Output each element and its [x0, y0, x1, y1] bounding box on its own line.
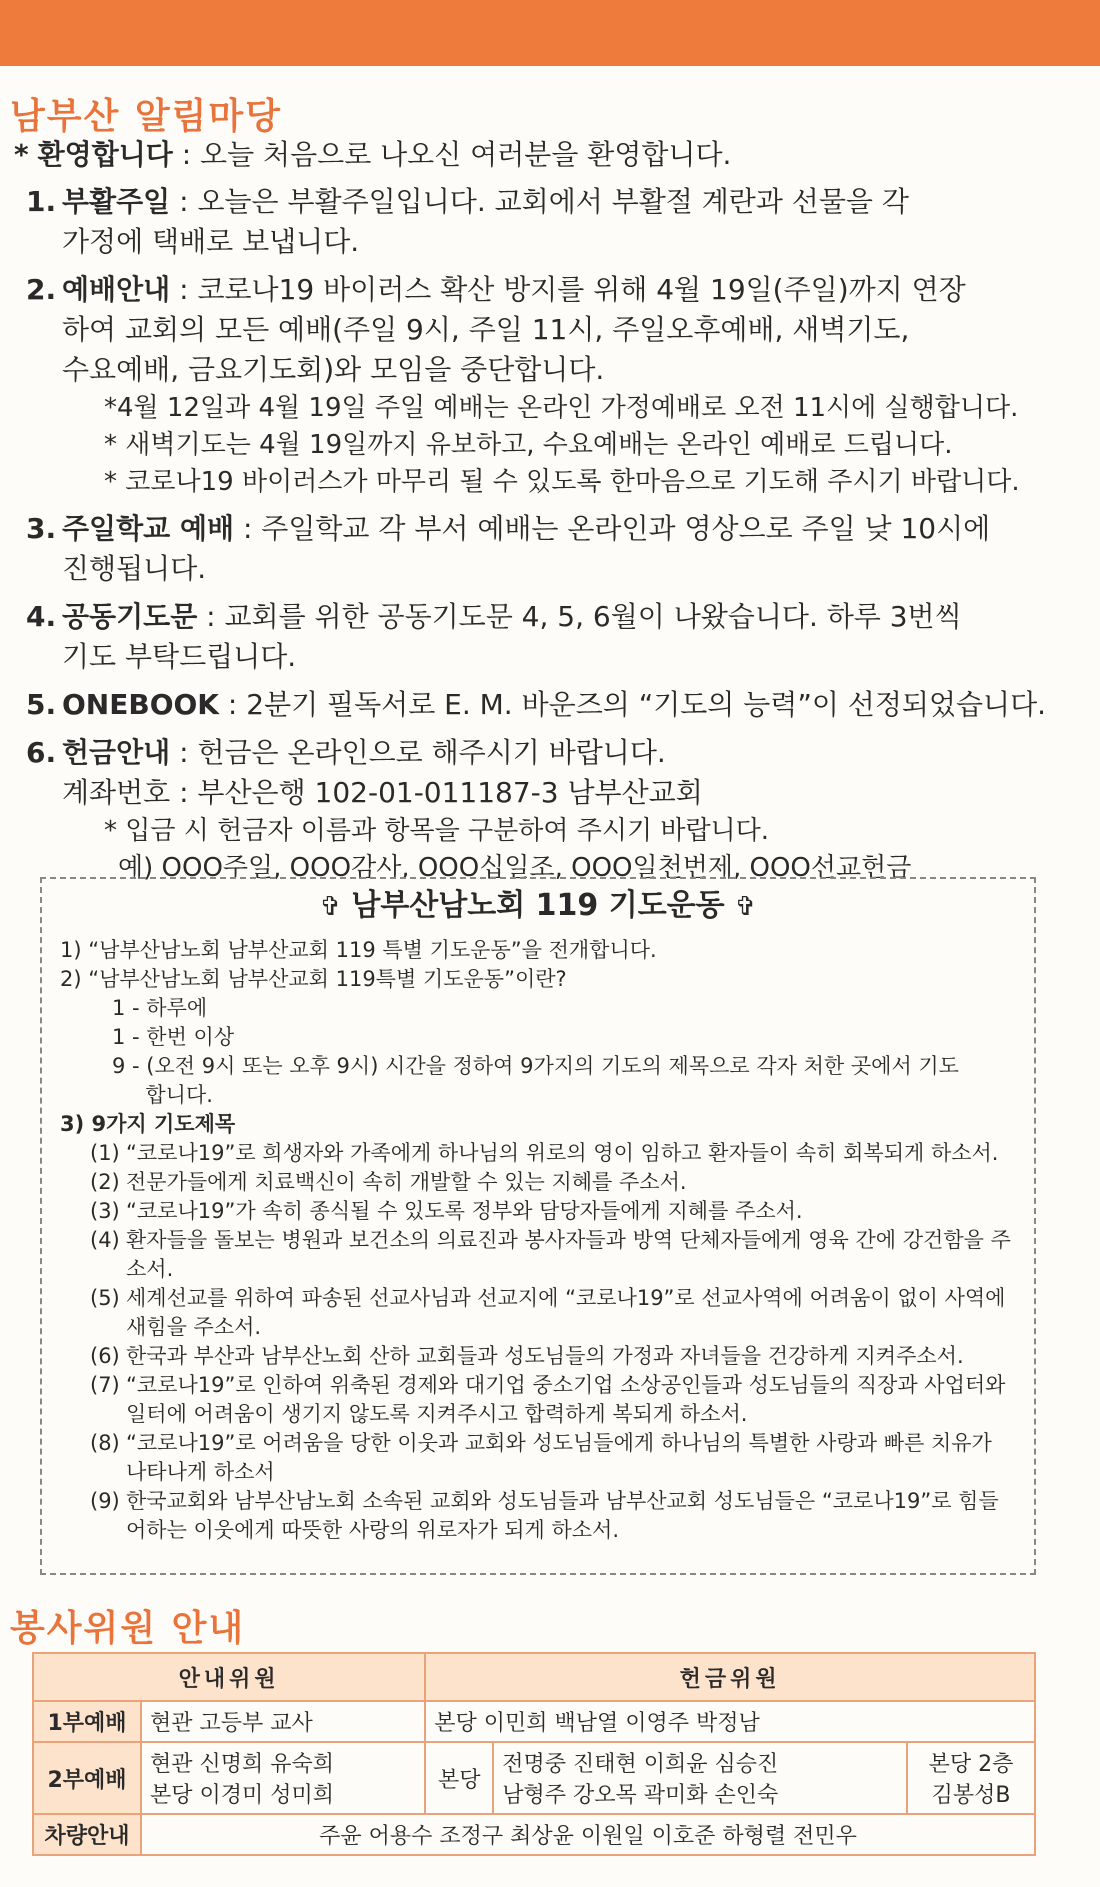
prayer-sub: 합니다.: [112, 1083, 213, 1107]
notice-line: : 교회를 위한 공동기도문 4, 5, 6월이 나왔습니다. 하루 3번씩: [197, 600, 962, 633]
cross-icon: ✞: [734, 892, 757, 922]
notice-number: 1.: [26, 185, 57, 218]
header-offering: 헌금위원: [425, 1653, 1035, 1701]
notice-line: 수요예배, 금요기도회)와 모임을 중단합니다.: [62, 353, 605, 386]
welcome-star: *: [14, 138, 29, 171]
usher-cell: [141, 1742, 425, 1814]
table-header-row: [33, 1653, 1035, 1701]
notice-line: 기도 부탁드립니다.: [62, 640, 297, 673]
prayer-topic: [90, 1487, 1014, 1545]
extra-line: 본당 2층: [928, 1752, 1014, 1777]
usher-line: 본당 이경미 성미희: [150, 1783, 335, 1808]
topic-text: 전문가들에게 치료백신이 속히 개발할 수 있는 지혜를 주소서.: [126, 1170, 687, 1194]
account-line: 계좌번호 : 부산은행 102-01-011187-3 남부산교회: [62, 776, 703, 809]
prayer-sub: 1 - 하루에: [112, 996, 208, 1020]
offering-line: 남형주 강오목 곽미화 손인숙: [502, 1783, 779, 1808]
prayer-campaign-box: [40, 877, 1036, 1575]
cross-icon: ✞: [319, 892, 342, 922]
volunteers-title: 봉사위원 안내: [10, 1608, 246, 1649]
notice-item: [26, 270, 1056, 501]
row-label: 1부예배: [33, 1701, 141, 1742]
prayer-topic: [90, 1284, 1014, 1342]
extra-line: 김봉성B: [931, 1783, 1011, 1808]
notice-example: 예) OOO주일, OOO감사, OOO십일조, OOO일천번제, OOO선교헌금: [118, 853, 912, 883]
topic-text: 환자들을 돌보는 병원과 보건소의 의료진과 봉사자들과 방역 단체자들에게 영육 간에 강건함을 주소서.: [126, 1228, 1011, 1281]
prayer-topic: [90, 1226, 1014, 1284]
topic-number: (2): [90, 1170, 120, 1194]
notice-head: ONEBOOK: [62, 688, 220, 721]
topic-text: 한국과 부산과 남부산노회 산하 교회들과 성도님들의 가정과 자녀들을 건강하게 지켜주소서.: [126, 1344, 964, 1368]
notice-line: : 주일학교 각 부서 예배는 온라인과 영상으로 주일 낮 10시에: [234, 512, 991, 545]
topic-number: (1): [90, 1141, 120, 1165]
prayer-topic: [90, 1197, 1014, 1226]
notice-line: 진행됩니다.: [62, 552, 207, 585]
notice-head: 공동기도문: [62, 600, 198, 633]
offering-cell: 본당 이민희 백남열 이영주 박정남: [425, 1701, 1035, 1742]
notice-line: : 코로나19 바이러스 확산 방지를 위해 4월 19일(주일)까지 연장: [170, 273, 966, 306]
notice-line: : 2분기 필독서로 E. M. 바운즈의 “기도의 능력”이 선정되었습니다.: [219, 688, 1047, 721]
row-label: 2부예배: [33, 1742, 141, 1814]
prayer-topics: [90, 1139, 1014, 1545]
notice-line: : 오늘은 부활주일입니다. 교회에서 부활절 계란과 선물을 각: [170, 185, 909, 218]
topic-number: (6): [90, 1344, 120, 1368]
prayer-line: 3) 9가지 기도제목: [60, 1112, 236, 1136]
prayer-sub: 1 - 한번 이상: [112, 1025, 235, 1049]
notice-head: 헌금안내: [62, 736, 171, 769]
topic-text: 한국교회와 남부산남노회 소속된 교회와 성도님들과 남부산교회 성도님들은 “코로나19”로 힘들어하는 이웃에게 따뜻한 사랑의 위로자가 되게 하소서.: [126, 1489, 999, 1542]
prayer-topic: [90, 1342, 1014, 1371]
prayer-topic: [90, 1139, 1014, 1168]
notice-sub: * 코로나19 바이러스가 마무리 될 수 있도록 한마음으로 기도해 주시기 바랍니다.: [104, 467, 1020, 497]
topic-text: “코로나19”로 희생자와 가족에게 하나님의 위로의 영이 임하고 환자들이 속히 회복되게 하소서.: [126, 1141, 999, 1165]
topic-text: “코로나19”로 인하여 위축된 경제와 대기업 중소기업 소상공인들과 성도님들의 직장과 사업터와 일터에 어려움이 생기지 않도록 지켜주시고 합력하게 복되게 하소서.: [126, 1373, 1006, 1426]
table-row: [33, 1701, 1035, 1742]
volunteer-table: [32, 1652, 1036, 1856]
prayer-line: 2) “남부산남노회 남부산교회 119특별 기도운동”이란?: [60, 967, 567, 991]
notice-item: [26, 182, 1056, 262]
notice-number: 2.: [26, 273, 57, 306]
topic-text: “코로나19”가 속히 종식될 수 있도록 정부와 담당자들에게 지혜를 주소서.: [126, 1199, 803, 1223]
topic-number: (8): [90, 1431, 120, 1455]
prayer-title-text: 남부산남노회 119 기도운동: [351, 888, 725, 923]
vehicle-cell: 주윤 어용수 조정구 최상윤 이원일 이호준 하형렬 전민우: [141, 1814, 1035, 1855]
usher-cell: 현관 고등부 교사: [141, 1701, 425, 1742]
topic-text: “코로나19”로 어려움을 당한 이웃과 교회와 성도님들에게 하나님의 특별한 사랑과 빠른 치유가 나타나게 하소서: [126, 1431, 992, 1484]
extra-cell: [907, 1742, 1035, 1814]
topic-number: (7): [90, 1373, 120, 1397]
notice-head: 주일학교 예배: [62, 512, 235, 545]
notice-item: [26, 597, 1056, 677]
notice-number: 5.: [26, 688, 57, 721]
notice-item: [26, 685, 1056, 725]
page-title: 남부산 알림마당: [10, 96, 282, 137]
prayer-title: [42, 888, 1034, 923]
topic-number: (4): [90, 1228, 120, 1252]
prayer-topic: [90, 1168, 1014, 1197]
notice-number: 3.: [26, 512, 57, 545]
topic-number: (9): [90, 1489, 120, 1513]
notice-line: 가정에 택배로 보냅니다.: [62, 225, 360, 258]
notice-sub: *4월 12일과 4월 19일 주일 예배는 온라인 가정예배로 오전 11시에 실행합니다.: [104, 393, 1019, 423]
header-usher: 안내위원: [33, 1653, 425, 1701]
welcome-text: : 오늘 처음으로 나오신 여러분을 환영합니다.: [172, 138, 732, 171]
offering-line: 전명중 진태현 이희윤 심승진: [502, 1752, 779, 1777]
top-banner: [0, 0, 1100, 66]
notice-sub: * 새벽기도는 4월 19일까지 유보하고, 수요예배는 온라인 예배로 드립니다.: [104, 430, 953, 460]
notice-sub: * 입금 시 헌금자 이름과 항목을 구분하여 주시기 바랍니다.: [104, 816, 770, 846]
prayer-topic: [90, 1371, 1014, 1429]
welcome-line: [14, 133, 731, 173]
notice-number: 6.: [26, 736, 57, 769]
table-row: [33, 1742, 1035, 1814]
prayer-topic: [90, 1429, 1014, 1487]
topic-number: (5): [90, 1286, 120, 1310]
notice-item: [26, 733, 1056, 887]
notice-item: [26, 509, 1056, 589]
welcome-head: 환영합니다: [37, 138, 173, 171]
table-row: [33, 1814, 1035, 1855]
notice-line: 하여 교회의 모든 예배(주일 9시, 주일 11시, 주일오후예배, 새벽기도,: [62, 313, 910, 346]
offering-cell: [493, 1742, 907, 1814]
prayer-line: 1) “남부산남노회 남부산교회 119 특별 기도운동”을 전개합니다.: [60, 938, 657, 962]
notice-number: 4.: [26, 600, 57, 633]
prayer-sub: 9 - (오전 9시 또는 오후 9시) 시간을 정하여 9가지의 기도의 제목으로 각자 처한 곳에서 기도: [112, 1054, 959, 1078]
row-label: 차량안내: [33, 1814, 141, 1855]
notice-line: : 헌금은 온라인으로 해주시기 바랍니다.: [170, 736, 666, 769]
notice-list: [26, 182, 1056, 895]
usher-line: 현관 신명희 유숙희: [150, 1752, 335, 1777]
offering-location: 본당: [425, 1742, 493, 1814]
notice-head: 부활주일: [62, 185, 171, 218]
topic-text: 세계선교를 위하여 파송된 선교사님과 선교지에 “코로나19”로 선교사역에 어려움이 없이 사역에 새힘을 주소서.: [126, 1286, 1006, 1339]
notice-head: 예배안내: [62, 273, 171, 306]
topic-number: (3): [90, 1199, 120, 1223]
